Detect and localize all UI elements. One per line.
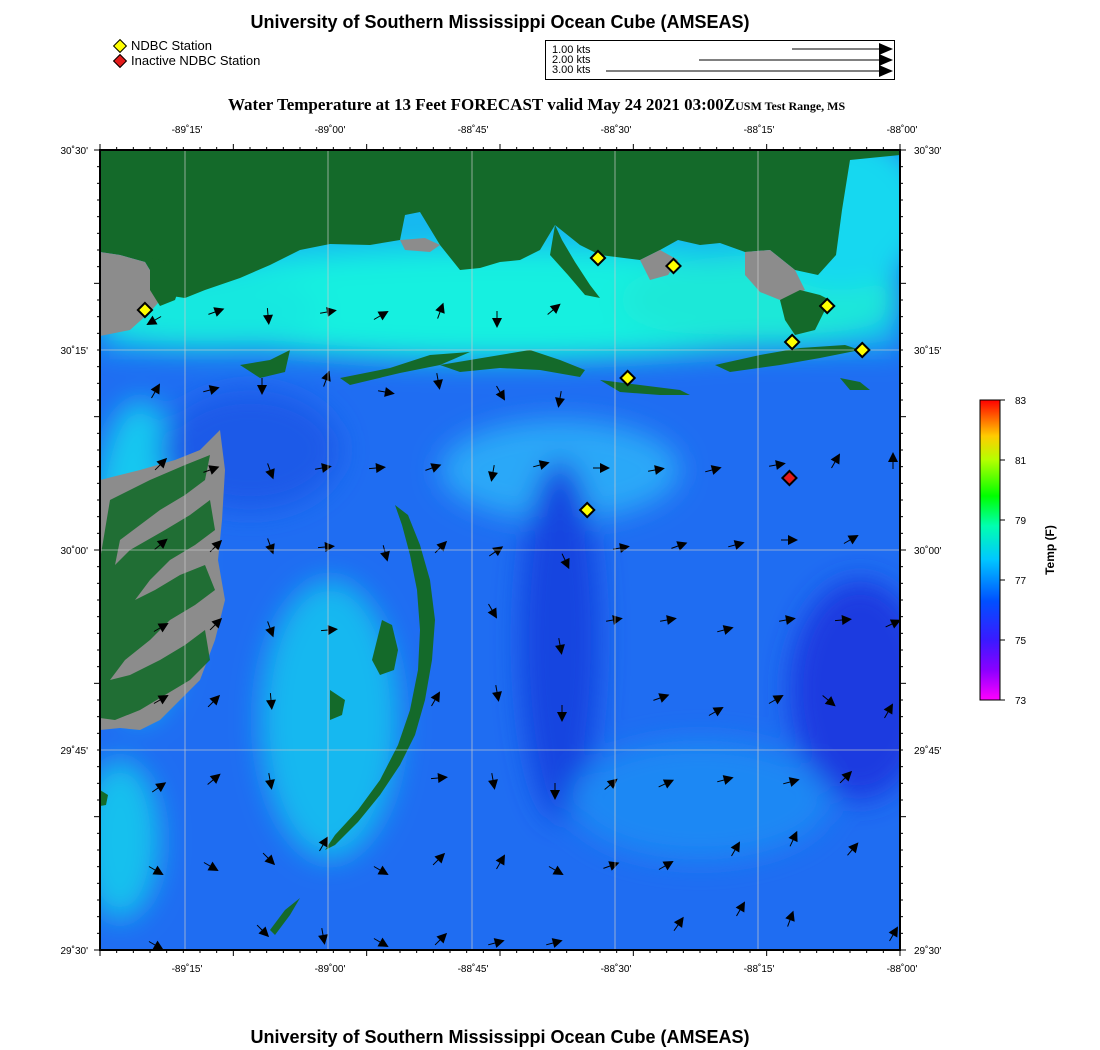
colorbar-tick-label: 73	[1015, 696, 1027, 707]
lon-tick-label-bottom: -89˚15'	[171, 964, 203, 975]
lon-tick-label: -88˚30'	[600, 125, 632, 136]
subtitle-region: USM Test Range, MS	[735, 99, 846, 113]
colorbar-tick-label: 81	[1015, 456, 1027, 467]
lon-tick-label-bottom: -88˚15'	[743, 964, 775, 975]
lat-tick-label: 29˚30'	[60, 946, 88, 957]
lon-tick-label: -88˚15'	[743, 125, 775, 136]
legend-label-ndbc: NDBC Station	[131, 38, 212, 53]
lon-tick-label: -89˚15'	[171, 125, 203, 136]
lat-tick-label-right: 30˚30'	[914, 146, 942, 157]
lon-tick-label-bottom: -88˚00'	[886, 964, 918, 975]
lat-tick-label-right: 29˚45'	[914, 746, 942, 757]
footer-title: University of Southern Mississippi Ocean Cube (AMSEAS)	[250, 1027, 750, 1047]
lat-tick-label: 30˚30'	[60, 146, 88, 157]
temperature-colorbar	[980, 396, 1057, 707]
vector-scale-label-3: 3.00 kts	[552, 64, 591, 76]
page-title: University of Southern Mississippi Ocean Cube (AMSEAS)	[250, 12, 750, 32]
lon-tick-label-bottom: -88˚30'	[600, 964, 632, 975]
lat-tick-label-right: 30˚15'	[914, 346, 942, 357]
lat-tick-label: 30˚00'	[60, 546, 88, 557]
vector-scale-label-1: 1.00 kts	[552, 44, 591, 56]
subtitle-main: Water Temperature at 13 Feet FORECAST valid May 24 2021 03:00Z	[228, 95, 736, 114]
colorbar-tick-label: 83	[1015, 396, 1027, 407]
colorbar-tick-label: 77	[1015, 576, 1027, 587]
lon-tick-label: -88˚00'	[886, 125, 918, 136]
colorbar-title: Temp (F)	[1043, 525, 1057, 575]
map-plot-area	[80, 130, 930, 954]
colorbar-tick-label: 75	[1015, 636, 1027, 647]
lat-tick-label: 29˚45'	[60, 746, 88, 757]
colorbar-tick-label: 79	[1015, 516, 1027, 527]
lon-tick-label: -88˚45'	[457, 125, 489, 136]
lat-tick-label-right: 30˚00'	[914, 546, 942, 557]
lon-tick-label: -89˚00'	[314, 125, 346, 136]
colorbar-gradient	[980, 400, 1000, 700]
lat-tick-label: 30˚15'	[60, 346, 88, 357]
lon-tick-label-bottom: -89˚00'	[314, 964, 346, 975]
vector-scale-label-2: 2.00 kts	[552, 54, 591, 66]
legend-label-inactive: Inactive NDBC Station	[131, 53, 261, 68]
lat-tick-label-right: 29˚30'	[914, 946, 942, 957]
lon-tick-label-bottom: -88˚45'	[457, 964, 489, 975]
